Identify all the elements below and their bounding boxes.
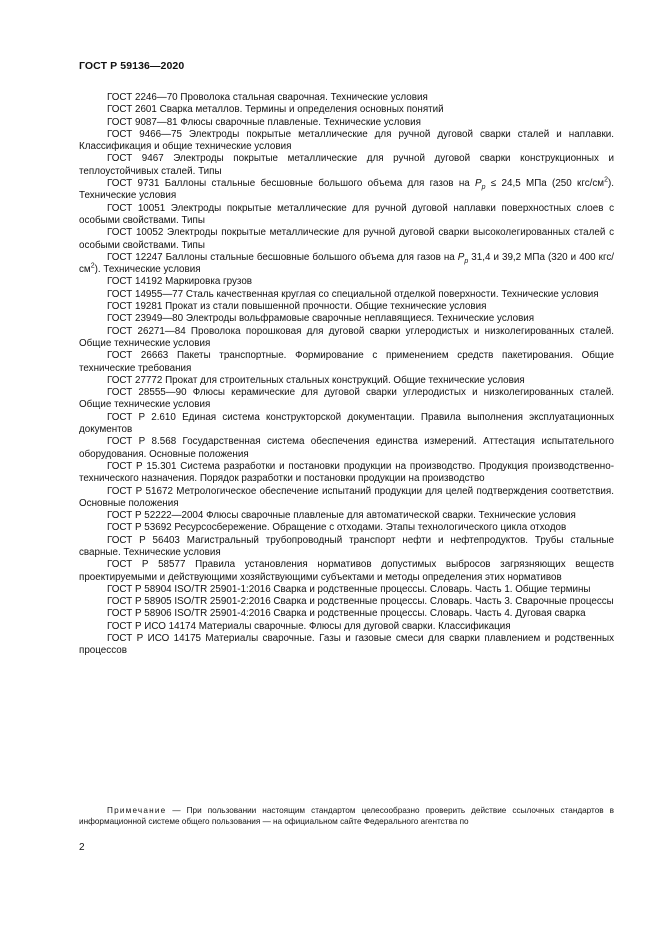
- reference-text: ГОСТ 14955—77 Сталь качественная круглая со специальной отделкой поверхности. Технические условия: [107, 288, 599, 300]
- reference-item: [79, 596, 614, 608]
- reference-text: ГОСТ Р ИСО 14174 Материалы сварочные. Флюсы для дуговой сварки. Классификация: [107, 620, 511, 632]
- pressure-subscript: p: [464, 257, 469, 265]
- normative-references: [79, 92, 614, 658]
- reference-item: [79, 129, 614, 154]
- reference-text: ГОСТ Р 8.568 Государственная система обеспечения единства измерений. Аттестация испытательного оборудования. Основные положения: [79, 436, 614, 460]
- reference-text: ГОСТ Р 56403 Магистральный трубопроводный транспорт нефти и нефтепродуктов. Трубы стальные сварные. Технические условия: [79, 534, 614, 558]
- reference-item: [79, 301, 614, 313]
- reference-text: ГОСТ Р 52222—2004 Флюсы сварочные плавленые для автоматической сварки. Технические условия: [107, 510, 576, 522]
- reference-text: ГОСТ Р 58906 ISO/TR 25901-4:2016 Сварка и родственные процессы. Словарь. Часть 4. Дуговая сварка: [107, 608, 586, 620]
- reference-item: [79, 436, 614, 461]
- reference-item: [79, 350, 614, 375]
- reference-item: [79, 104, 614, 116]
- reference-item: [79, 633, 614, 658]
- reference-text: 31,4 и 39,2 МПа (320 и 400 кгс/см: [79, 251, 614, 276]
- reference-item: [79, 92, 614, 104]
- reference-item: [79, 117, 614, 129]
- reference-text: ). Технические условия: [94, 264, 201, 276]
- pressure-symbol: P: [457, 251, 465, 263]
- reference-item: [79, 412, 614, 437]
- page-number: 2: [79, 842, 85, 853]
- reference-item: [79, 461, 614, 486]
- reference-text: ГОСТ 14192 Маркировка грузов: [107, 276, 253, 288]
- reference-text: ГОСТ 23949—80 Электроды вольфрамовые сварочные неплавящиеся. Технические условия: [107, 313, 535, 325]
- reference-text: ). Технические условия: [79, 178, 614, 202]
- reference-item: [79, 252, 614, 277]
- reference-text: ГОСТ 26271—84 Проволока порошковая для дуговой сварки углеродистых и низколегированных сталей. Общие технические условия: [79, 325, 614, 349]
- reference-text: ГОСТ Р 2.610 Единая система конструкторской документации. Правила выполнения эксплуатационных документов: [79, 411, 614, 436]
- reference-text: ГОСТ 19281 Прокат из стали повышенной прочности. Общие технические условия: [107, 301, 487, 313]
- reference-text: ≤ 24,5 МПа (250 кгс/см: [485, 178, 605, 190]
- reference-text: ГОСТ 9466—75 Электроды покрытые металлические для ручной дуговой сварки сталей и наплавки. Классификация и общие технические условия: [79, 128, 614, 153]
- reference-text: ГОСТ Р 58905 ISO/TR 25901-2:2016 Сварка и родственные процессы. Словарь. Часть 3. Сварочные процессы: [107, 596, 614, 608]
- reference-text: ГОСТ 26663 Пакеты транспортные. Формирование с применением средств пакетирования. Общие технические требования: [79, 350, 614, 374]
- reference-item: [79, 227, 614, 252]
- reference-text: ГОСТ 9467 Электроды покрытые металлические для ручной дуговой сварки конструкционных и теплоустойчивых сталей. Типы: [79, 153, 614, 177]
- reference-item: [79, 621, 614, 633]
- reference-item: [79, 559, 614, 584]
- reference-item: [79, 375, 614, 387]
- standard-header: ГОСТ Р 59136—2020: [79, 60, 185, 72]
- reference-text: ГОСТ 27772 Прокат для строительных стальных конструкций. Общие технические условия: [107, 374, 525, 386]
- note: [79, 805, 614, 828]
- note-text: — При пользовании настоящим стандартом целесообразно проверить действие ссылочных стандартов в информационной системе общего пользования — на официальном сайте Федерального агентства по: [79, 806, 614, 827]
- reference-item: [79, 584, 614, 596]
- reference-item: [79, 387, 614, 412]
- reference-text: ГОСТ Р 58577 Правила установления нормативов допустимых выбросов загрязняющих веществ проектируемыми и действующими хозяйствующими субъектами и методы определения этих нормативов: [79, 559, 614, 583]
- reference-text: ГОСТ Р 51672 Метрологическое обеспечение испытаний продукции для целей подтверждения соответствия. Основные положения: [79, 485, 614, 509]
- reference-text: ГОСТ 10052 Электроды покрытые металлические для ручной дуговой сварки высоколегированных сталей с особыми свойствами. Типы: [79, 227, 614, 251]
- reference-item: [79, 178, 614, 203]
- reference-text: ГОСТ 2246—70 Проволока стальная сварочная. Технические условия: [107, 92, 428, 103]
- reference-item: [79, 510, 614, 522]
- reference-text: ГОСТ 28555—90 Флюсы керамические для дуговой сварки углеродистых и низколегированных сталей. Общие технические условия: [79, 387, 614, 411]
- reference-item: [79, 313, 614, 325]
- reference-item: [79, 289, 614, 301]
- unit-superscript: 2: [90, 262, 95, 270]
- reference-text: ГОСТ Р 15.301 Система разработки и постановки продукции на производство. Продукция производственно-технического назначения. Порядок разработки и постановки продукции на производство: [79, 460, 614, 485]
- reference-item: [79, 486, 614, 511]
- reference-item: [79, 203, 614, 228]
- reference-text: ГОСТ Р 53692 Ресурсосбережение. Обращение с отходами. Этапы технологического цикла отходов: [107, 522, 567, 534]
- reference-text: ГОСТ 9731 Баллоны стальные бесшовные большого объема для газов на: [107, 178, 476, 190]
- reference-text: ГОСТ 10051 Электроды покрытые металлические для ручной дуговой наплавки поверхностных слоев с особыми свойствами. Типы: [79, 202, 614, 226]
- reference-item: [79, 276, 614, 288]
- reference-text: ГОСТ 2601 Сварка металлов. Термины и определения основных понятий: [107, 104, 444, 116]
- reference-text: ГОСТ Р ИСО 14175 Материалы сварочные. Газы и газовые смеси для сварки плавлением и родственных процессов: [79, 633, 614, 657]
- pressure-subscript: p: [481, 184, 486, 192]
- reference-item: [79, 608, 614, 620]
- reference-text: ГОСТ Р 58904 ISO/TR 25901-1:2016 Сварка и родственные процессы. Словарь. Часть 1. Общие термины: [107, 583, 591, 595]
- reference-item: [79, 535, 614, 560]
- reference-item: [79, 522, 614, 534]
- reference-item: [79, 153, 614, 178]
- reference-text: ГОСТ 9087—81 Флюсы сварочные плавленые. Технические условия: [107, 116, 421, 128]
- note-label: Примечание: [107, 806, 167, 815]
- reference-text: ГОСТ 12247 Баллоны стальные бесшовные большого объема для газов на: [107, 251, 458, 263]
- reference-item: [79, 326, 614, 351]
- pressure-symbol: P: [475, 178, 482, 190]
- unit-superscript: 2: [604, 176, 608, 184]
